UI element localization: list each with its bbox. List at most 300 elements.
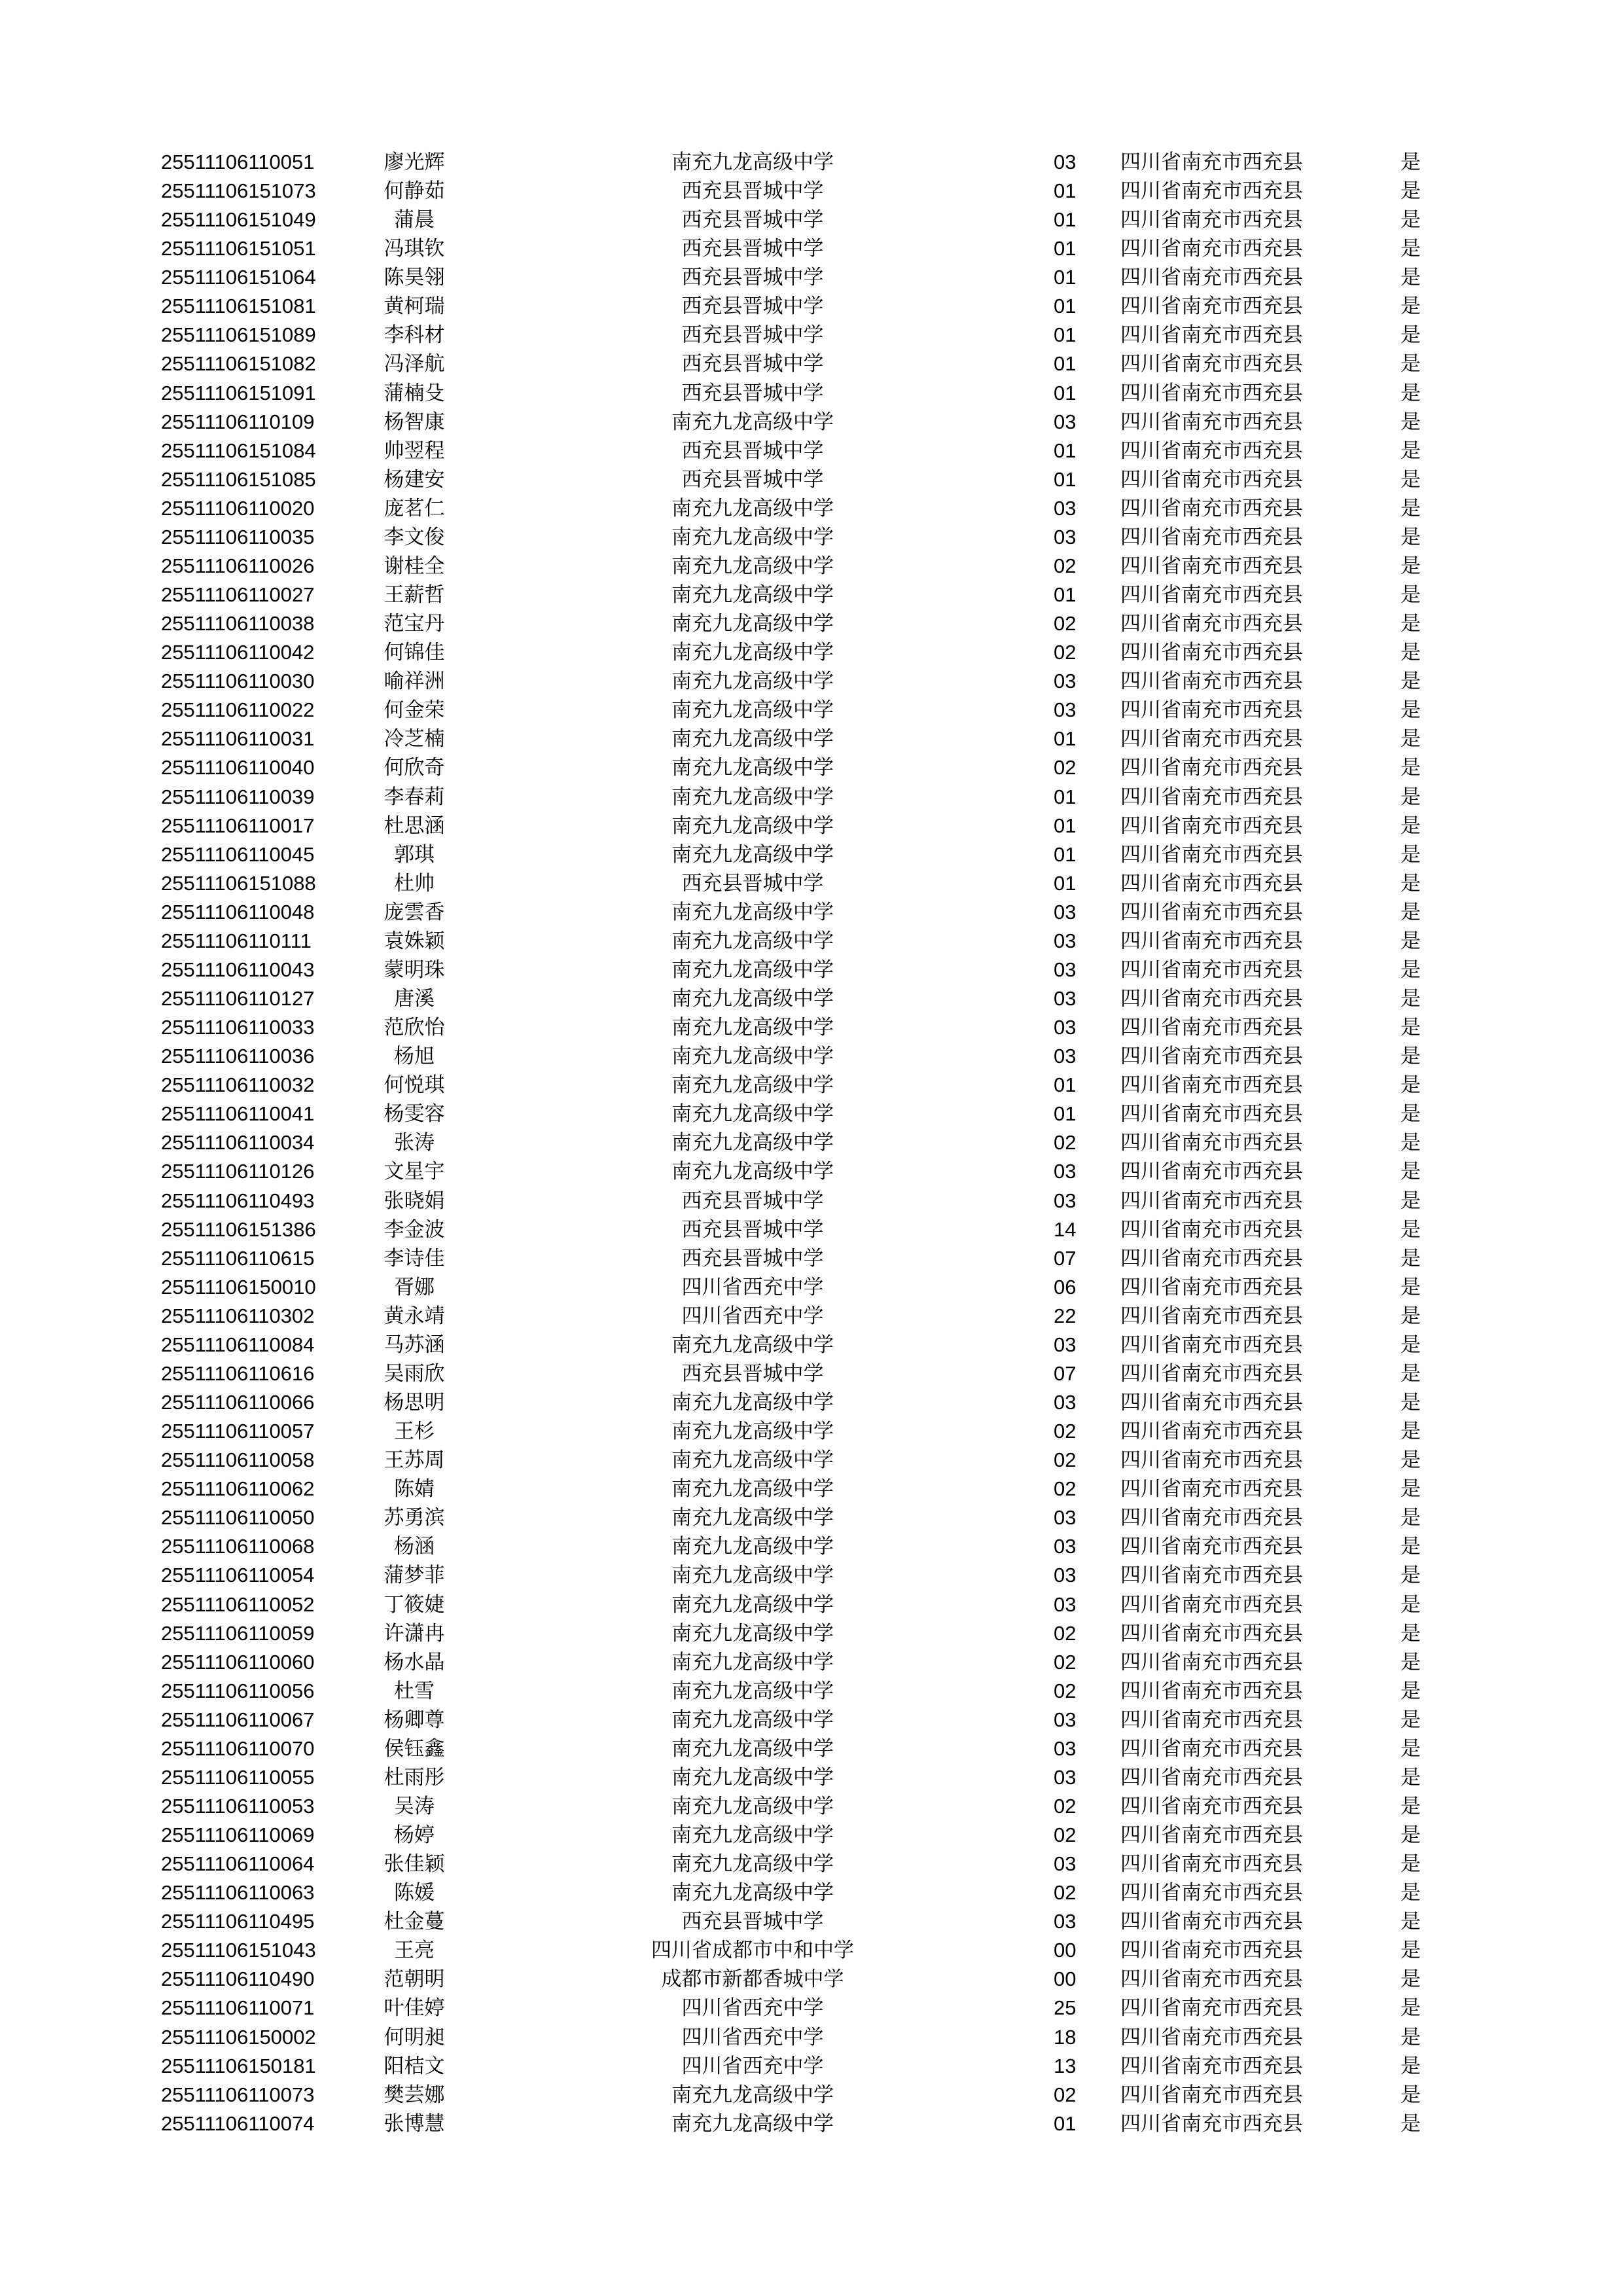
student-id-cell: 25511106151084 (161, 439, 316, 462)
table-row (0, 898, 1623, 927)
school-name-cell: 南充九龙高级中学 (671, 1794, 834, 1818)
table-row (0, 725, 1623, 753)
student-id-cell: 25511106110074 (161, 2111, 315, 2135)
region-cell: 四川省南充市西充县 (1120, 1506, 1303, 1530)
student-name-cell: 廖光辉 (383, 151, 445, 174)
school-name-cell: 南充九龙高级中学 (671, 756, 834, 780)
region-cell: 四川省南充市西充县 (1120, 1246, 1303, 1270)
table-row (0, 1446, 1623, 1475)
region-cell: 四川省南充市西充县 (1120, 727, 1303, 751)
table-row (0, 234, 1623, 263)
table-row (0, 1273, 1623, 1302)
region-cell: 四川省南充市西充县 (1120, 2054, 1303, 2078)
school-name-cell: 西充县晋城中学 (681, 208, 824, 232)
student-name-cell: 范欣怡 (383, 1016, 445, 1040)
table-row (0, 984, 1623, 1013)
student-id-cell: 25511106110126 (161, 1160, 315, 1183)
student-name-cell: 冷芝楠 (383, 727, 445, 751)
table-row (0, 2023, 1623, 2052)
table-row (0, 1994, 1623, 2022)
student-name-cell: 吴雨欣 (383, 1361, 445, 1386)
student-name-cell: 杜金蔓 (383, 1910, 445, 1934)
student-name-cell: 何明昶 (383, 2025, 445, 2049)
school-name-cell: 南充九龙高级中学 (671, 410, 834, 434)
category-code-cell: 02 (1054, 1881, 1077, 1905)
category-code-cell: 02 (1054, 1823, 1077, 1847)
table-row (0, 1878, 1623, 1907)
category-code-cell: 02 (1054, 1621, 1077, 1645)
region-cell: 四川省南充市西充县 (1120, 525, 1303, 549)
school-name-cell: 南充九龙高级中学 (671, 2111, 834, 2136)
student-id-cell: 25511106110069 (161, 1823, 315, 1847)
school-name-cell: 南充九龙高级中学 (671, 1823, 834, 1848)
category-code-cell: 01 (1054, 381, 1077, 404)
student-name-cell: 范朝明 (383, 1967, 445, 1992)
school-name-cell: 西充县晋城中学 (681, 179, 824, 204)
table-row (0, 148, 1623, 177)
student-id-cell: 25511106110302 (161, 1304, 315, 1327)
status-flag-cell: 是 (1400, 1621, 1421, 1645)
table-row (0, 1907, 1623, 1936)
region-cell: 四川省南充市西充县 (1120, 1333, 1303, 1357)
student-name-cell: 王薪哲 (383, 583, 445, 607)
category-code-cell: 02 (1054, 1448, 1077, 1472)
status-flag-cell: 是 (1400, 1016, 1421, 1040)
student-name-cell: 何悦琪 (383, 1073, 445, 1098)
student-id-cell: 25511106110127 (161, 987, 315, 1011)
category-code-cell: 01 (1054, 814, 1077, 837)
school-name-cell: 西充县晋城中学 (681, 323, 824, 348)
student-id-cell: 25511106110027 (161, 583, 315, 607)
category-code-cell: 03 (1054, 1765, 1077, 1789)
status-flag-cell: 是 (1400, 1420, 1421, 1444)
category-code-cell: 03 (1054, 525, 1077, 548)
category-code-cell: 13 (1054, 2054, 1077, 2077)
category-code-cell: 03 (1054, 1852, 1077, 1876)
student-id-cell: 25511106110017 (161, 814, 315, 837)
category-code-cell: 01 (1054, 871, 1077, 895)
category-code-cell: 22 (1054, 1304, 1077, 1327)
region-cell: 四川省南充市西充县 (1120, 785, 1303, 809)
status-flag-cell: 是 (1400, 1910, 1421, 1934)
table-row (0, 552, 1623, 581)
region-cell: 四川省南充市西充县 (1120, 1564, 1303, 1588)
table-row (0, 1475, 1623, 1503)
region-cell: 四川省南充市西充县 (1120, 1131, 1303, 1155)
category-code-cell: 03 (1054, 698, 1077, 722)
student-id-cell: 25511106151085 (161, 467, 316, 491)
student-id-cell: 25511106110034 (161, 1131, 315, 1155)
table-row (0, 1792, 1623, 1821)
status-flag-cell: 是 (1400, 2083, 1421, 2107)
category-code-cell: 03 (1054, 1506, 1077, 1530)
region-cell: 四川省南充市西充县 (1120, 1016, 1303, 1040)
region-cell: 四川省南充市西充县 (1120, 266, 1303, 290)
student-name-cell: 王苏周 (383, 1448, 445, 1473)
category-code-cell: 03 (1054, 1016, 1077, 1039)
region-cell: 四川省南充市西充县 (1120, 352, 1303, 376)
table-row (0, 927, 1623, 956)
student-name-cell: 陈媛 (394, 1881, 435, 1905)
status-flag-cell: 是 (1400, 1448, 1421, 1473)
student-name-cell: 冯琪钦 (383, 237, 445, 261)
category-code-cell: 03 (1054, 1564, 1077, 1587)
category-code-cell: 03 (1054, 1333, 1077, 1356)
student-id-cell: 25511106110073 (161, 2083, 315, 2106)
student-name-cell: 王杉 (394, 1420, 435, 1444)
category-code-cell: 03 (1054, 958, 1077, 981)
student-name-cell: 蒲楠殳 (383, 381, 445, 405)
student-name-cell: 李金波 (383, 1217, 445, 1242)
category-code-cell: 03 (1054, 1391, 1077, 1414)
category-code-cell: 01 (1054, 266, 1077, 289)
student-name-cell: 文星宇 (383, 1160, 445, 1184)
region-cell: 四川省南充市西充县 (1120, 496, 1303, 520)
student-id-cell: 25511106110041 (161, 1102, 315, 1126)
student-id-cell: 25511106151091 (161, 381, 316, 404)
status-flag-cell: 是 (1400, 1217, 1421, 1242)
category-code-cell: 03 (1054, 496, 1077, 520)
student-id-cell: 25511106110070 (161, 1736, 315, 1760)
student-name-cell: 苏勇滨 (383, 1506, 445, 1530)
table-row (0, 408, 1623, 437)
student-id-cell: 25511106110035 (161, 525, 315, 548)
school-name-cell: 南充九龙高级中学 (671, 1045, 834, 1069)
category-code-cell: 02 (1054, 756, 1077, 780)
region-cell: 四川省南充市西充县 (1120, 2111, 1303, 2136)
region-cell: 四川省南充市西充县 (1120, 1621, 1303, 1645)
table-row (0, 609, 1623, 638)
region-cell: 四川省南充市西充县 (1120, 1823, 1303, 1848)
student-name-cell: 张涛 (394, 1131, 435, 1155)
school-name-cell: 南充九龙高级中学 (671, 1765, 834, 1789)
school-name-cell: 南充九龙高级中学 (671, 1564, 834, 1588)
table-row (0, 956, 1623, 984)
student-name-cell: 冯泽航 (383, 352, 445, 376)
student-name-cell: 李文俊 (383, 525, 445, 549)
category-code-cell: 00 (1054, 1967, 1077, 1991)
table-row (0, 1359, 1623, 1388)
category-code-cell: 03 (1054, 1708, 1077, 1731)
student-id-cell: 25511106151089 (161, 323, 316, 347)
status-flag-cell: 是 (1400, 1189, 1421, 1213)
school-name-cell: 南充九龙高级中学 (671, 1102, 834, 1126)
table-row (0, 494, 1623, 523)
school-name-cell: 南充九龙高级中学 (671, 1477, 834, 1501)
status-flag-cell: 是 (1400, 727, 1421, 751)
student-id-cell: 25511106150010 (161, 1275, 316, 1299)
region-cell: 四川省南充市西充县 (1120, 1420, 1303, 1444)
student-name-cell: 叶佳婷 (383, 1996, 445, 2020)
student-name-cell: 吴涛 (394, 1794, 435, 1818)
status-flag-cell: 是 (1400, 410, 1421, 434)
status-flag-cell: 是 (1400, 525, 1421, 549)
region-cell: 四川省南充市西充县 (1120, 842, 1303, 867)
region-cell: 四川省南充市西充县 (1120, 1391, 1303, 1414)
student-id-cell: 25511106110493 (161, 1189, 315, 1212)
status-flag-cell: 是 (1400, 352, 1421, 376)
student-name-cell: 杜思涵 (383, 814, 445, 838)
region-cell: 四川省南充市西充县 (1120, 1852, 1303, 1876)
student-id-cell: 25511106110068 (161, 1535, 315, 1558)
school-name-cell: 四川省西充中学 (681, 1996, 824, 2020)
school-name-cell: 西充县晋城中学 (681, 295, 824, 319)
status-flag-cell: 是 (1400, 1650, 1421, 1674)
student-id-cell: 25511106151081 (161, 295, 316, 318)
student-id-cell: 25511106110032 (161, 1073, 315, 1097)
status-flag-cell: 是 (1400, 467, 1421, 492)
category-code-cell: 03 (1054, 1535, 1077, 1558)
school-name-cell: 西充县晋城中学 (681, 1246, 824, 1270)
region-cell: 四川省南充市西充县 (1120, 958, 1303, 982)
table-row (0, 321, 1623, 350)
category-code-cell: 01 (1054, 208, 1077, 232)
status-flag-cell: 是 (1400, 785, 1421, 809)
category-code-cell: 01 (1054, 583, 1077, 607)
status-flag-cell: 是 (1400, 1333, 1421, 1357)
category-code-cell: 01 (1054, 179, 1077, 203)
status-flag-cell: 是 (1400, 1361, 1421, 1386)
category-code-cell: 03 (1054, 410, 1077, 433)
table-row (0, 1648, 1623, 1677)
student-id-cell: 25511106151043 (161, 1939, 316, 1962)
student-id-cell: 25511106110042 (161, 641, 315, 664)
category-code-cell: 03 (1054, 1910, 1077, 1933)
student-id-cell: 25511106110495 (161, 1910, 315, 1933)
category-code-cell: 03 (1054, 1592, 1077, 1616)
school-name-cell: 成都市新都香城中学 (661, 1967, 844, 1992)
status-flag-cell: 是 (1400, 237, 1421, 261)
status-flag-cell: 是 (1400, 1506, 1421, 1530)
region-cell: 四川省南充市西充县 (1120, 1275, 1303, 1299)
table-row (0, 1302, 1623, 1331)
region-cell: 四川省南充市西充县 (1120, 2025, 1303, 2049)
student-id-cell: 25511106110616 (161, 1361, 315, 1385)
school-name-cell: 南充九龙高级中学 (671, 929, 834, 953)
table-row (0, 1331, 1623, 1359)
region-cell: 四川省南充市西充县 (1120, 467, 1303, 492)
category-code-cell: 25 (1054, 1996, 1077, 2020)
category-code-cell: 02 (1054, 2083, 1077, 2106)
region-cell: 四川省南充市西充县 (1120, 1794, 1303, 1818)
school-name-cell: 南充九龙高级中学 (671, 1160, 834, 1184)
status-flag-cell: 是 (1400, 1073, 1421, 1098)
status-flag-cell: 是 (1400, 151, 1421, 174)
category-code-cell: 00 (1054, 1939, 1077, 1962)
school-name-cell: 南充九龙高级中学 (671, 987, 834, 1011)
status-flag-cell: 是 (1400, 1708, 1421, 1732)
status-flag-cell: 是 (1400, 814, 1421, 838)
student-name-cell: 黄永靖 (383, 1304, 445, 1328)
table-row (0, 1619, 1623, 1648)
table-row (0, 869, 1623, 898)
school-name-cell: 南充九龙高级中学 (671, 1852, 834, 1876)
school-name-cell: 南充九龙高级中学 (671, 1131, 834, 1155)
status-flag-cell: 是 (1400, 1679, 1421, 1703)
school-name-cell: 南充九龙高级中学 (671, 842, 834, 867)
student-name-cell: 杨水晶 (383, 1650, 445, 1674)
student-id-cell: 25511106151051 (161, 237, 316, 260)
student-id-cell: 25511106110057 (161, 1420, 315, 1443)
status-flag-cell: 是 (1400, 1246, 1421, 1270)
table-row (0, 1013, 1623, 1042)
region-cell: 四川省南充市西充县 (1120, 1881, 1303, 1905)
region-cell: 四川省南充市西充县 (1120, 612, 1303, 636)
status-flag-cell: 是 (1400, 1131, 1421, 1155)
region-cell: 四川省南充市西充县 (1120, 641, 1303, 665)
table-row (0, 1936, 1623, 1965)
student-name-cell: 李科材 (383, 323, 445, 348)
region-cell: 四川省南充市西充县 (1120, 151, 1303, 174)
region-cell: 四川省南充市西充县 (1120, 698, 1303, 723)
table-row (0, 1965, 1623, 1994)
student-name-cell: 杨智康 (383, 410, 445, 434)
student-id-cell: 25511106110054 (161, 1564, 315, 1587)
student-id-cell: 25511106110111 (161, 929, 312, 952)
student-id-cell: 25511106110031 (161, 727, 315, 751)
school-name-cell: 南充九龙高级中学 (671, 496, 834, 520)
category-code-cell: 02 (1054, 612, 1077, 636)
category-code-cell: 03 (1054, 1736, 1077, 1760)
student-id-cell: 25511106110059 (161, 1621, 315, 1645)
region-cell: 四川省南充市西充县 (1120, 439, 1303, 463)
student-name-cell: 樊芸娜 (383, 2083, 445, 2107)
school-name-cell: 南充九龙高级中学 (671, 1621, 834, 1645)
status-flag-cell: 是 (1400, 1102, 1421, 1126)
table-row (0, 581, 1623, 609)
table-row (0, 1561, 1623, 1590)
school-name-cell: 南充九龙高级中学 (671, 641, 834, 665)
student-id-cell: 25511106110053 (161, 1794, 315, 1818)
region-cell: 四川省南充市西充县 (1120, 295, 1303, 319)
category-code-cell: 02 (1054, 1477, 1077, 1501)
table-row (0, 1590, 1623, 1619)
region-cell: 四川省南充市西充县 (1120, 1535, 1303, 1559)
student-id-cell: 25511106110062 (161, 1477, 315, 1501)
school-name-cell: 南充九龙高级中学 (671, 1073, 834, 1098)
student-name-cell: 胥娜 (394, 1275, 435, 1299)
student-id-cell: 25511106110490 (161, 1967, 315, 1991)
student-name-cell: 杜帅 (394, 871, 435, 895)
status-flag-cell: 是 (1400, 1535, 1421, 1559)
category-code-cell: 01 (1054, 352, 1077, 376)
student-id-cell: 25511106110109 (161, 410, 315, 433)
status-flag-cell: 是 (1400, 1794, 1421, 1818)
school-name-cell: 南充九龙高级中学 (671, 612, 834, 636)
student-name-cell: 蒙明珠 (383, 958, 445, 982)
school-name-cell: 南充九龙高级中学 (671, 1679, 834, 1703)
table-row (0, 1532, 1623, 1561)
student-id-cell: 25511106110033 (161, 1016, 315, 1039)
status-flag-cell: 是 (1400, 554, 1421, 578)
status-flag-cell: 是 (1400, 1564, 1421, 1588)
region-cell: 四川省南充市西充县 (1120, 237, 1303, 261)
region-cell: 四川省南充市西充县 (1120, 1102, 1303, 1126)
region-cell: 四川省南充市西充县 (1120, 814, 1303, 838)
category-code-cell: 01 (1054, 467, 1077, 491)
student-name-cell: 杨旭 (394, 1045, 435, 1069)
school-name-cell: 南充九龙高级中学 (671, 900, 834, 924)
category-code-cell: 07 (1054, 1361, 1077, 1385)
student-id-cell: 25511106110022 (161, 698, 315, 722)
student-name-cell: 杨卿尊 (383, 1708, 445, 1732)
student-id-cell: 25511106110064 (161, 1852, 315, 1876)
status-flag-cell: 是 (1400, 929, 1421, 953)
category-code-cell: 01 (1054, 2111, 1077, 2135)
school-name-cell: 西充县晋城中学 (681, 1217, 824, 1242)
student-id-cell: 25511106110043 (161, 958, 315, 981)
student-name-cell: 陈昊翎 (383, 266, 445, 290)
region-cell: 四川省南充市西充县 (1120, 583, 1303, 607)
status-flag-cell: 是 (1400, 871, 1421, 895)
table-row (0, 1157, 1623, 1186)
region-cell: 四川省南充市西充县 (1120, 1160, 1303, 1184)
status-flag-cell: 是 (1400, 2025, 1421, 2049)
student-id-cell: 25511106110026 (161, 554, 315, 577)
student-name-cell: 庞茗仁 (383, 496, 445, 520)
region-cell: 四川省南充市西充县 (1120, 1679, 1303, 1703)
school-name-cell: 西充县晋城中学 (681, 352, 824, 376)
status-flag-cell: 是 (1400, 583, 1421, 607)
student-id-cell: 25511106110056 (161, 1679, 315, 1702)
table-row (0, 2109, 1623, 2138)
school-name-cell: 西充县晋城中学 (681, 871, 824, 895)
school-name-cell: 南充九龙高级中学 (671, 2083, 834, 2107)
region-cell: 四川省南充市西充县 (1120, 1189, 1303, 1213)
student-id-cell: 25511106150002 (161, 2025, 316, 2049)
status-flag-cell: 是 (1400, 1304, 1421, 1328)
status-flag-cell: 是 (1400, 323, 1421, 348)
region-cell: 四川省南充市西充县 (1120, 900, 1303, 924)
table-row (0, 2081, 1623, 2109)
student-name-cell: 何静茹 (383, 179, 445, 204)
student-id-cell: 25511106110615 (161, 1246, 315, 1270)
school-name-cell: 西充县晋城中学 (681, 439, 824, 463)
student-id-cell: 25511106110048 (161, 900, 315, 924)
status-flag-cell: 是 (1400, 266, 1421, 290)
table-row (0, 1187, 1623, 1215)
student-name-cell: 何锦佳 (383, 641, 445, 665)
table-row (0, 465, 1623, 494)
status-flag-cell: 是 (1400, 1592, 1421, 1617)
student-id-cell: 25511106110066 (161, 1391, 315, 1414)
region-cell: 四川省南充市西充县 (1120, 1736, 1303, 1761)
table-row (0, 783, 1623, 812)
status-flag-cell: 是 (1400, 842, 1421, 867)
region-cell: 四川省南充市西充县 (1120, 1448, 1303, 1473)
category-code-cell: 03 (1054, 670, 1077, 693)
student-name-cell: 蒲晨 (394, 208, 435, 232)
school-name-cell: 南充九龙高级中学 (671, 1535, 834, 1559)
table-row (0, 696, 1623, 725)
table-row (0, 1042, 1623, 1071)
table-row (0, 523, 1623, 552)
status-flag-cell: 是 (1400, 2054, 1421, 2078)
category-code-cell: 02 (1054, 1794, 1077, 1818)
region-cell: 四川省南充市西充县 (1120, 208, 1303, 232)
category-code-cell: 01 (1054, 842, 1077, 866)
category-code-cell: 06 (1054, 1275, 1077, 1299)
table-row (0, 263, 1623, 292)
school-name-cell: 南充九龙高级中学 (671, 1333, 834, 1357)
category-code-cell: 01 (1054, 1102, 1077, 1126)
category-code-cell: 03 (1054, 151, 1077, 173)
table-row (0, 1734, 1623, 1763)
student-name-cell: 陈婧 (394, 1477, 435, 1501)
category-code-cell: 01 (1054, 727, 1077, 751)
region-cell: 四川省南充市西充县 (1120, 1765, 1303, 1789)
student-name-cell: 唐溪 (394, 987, 435, 1011)
